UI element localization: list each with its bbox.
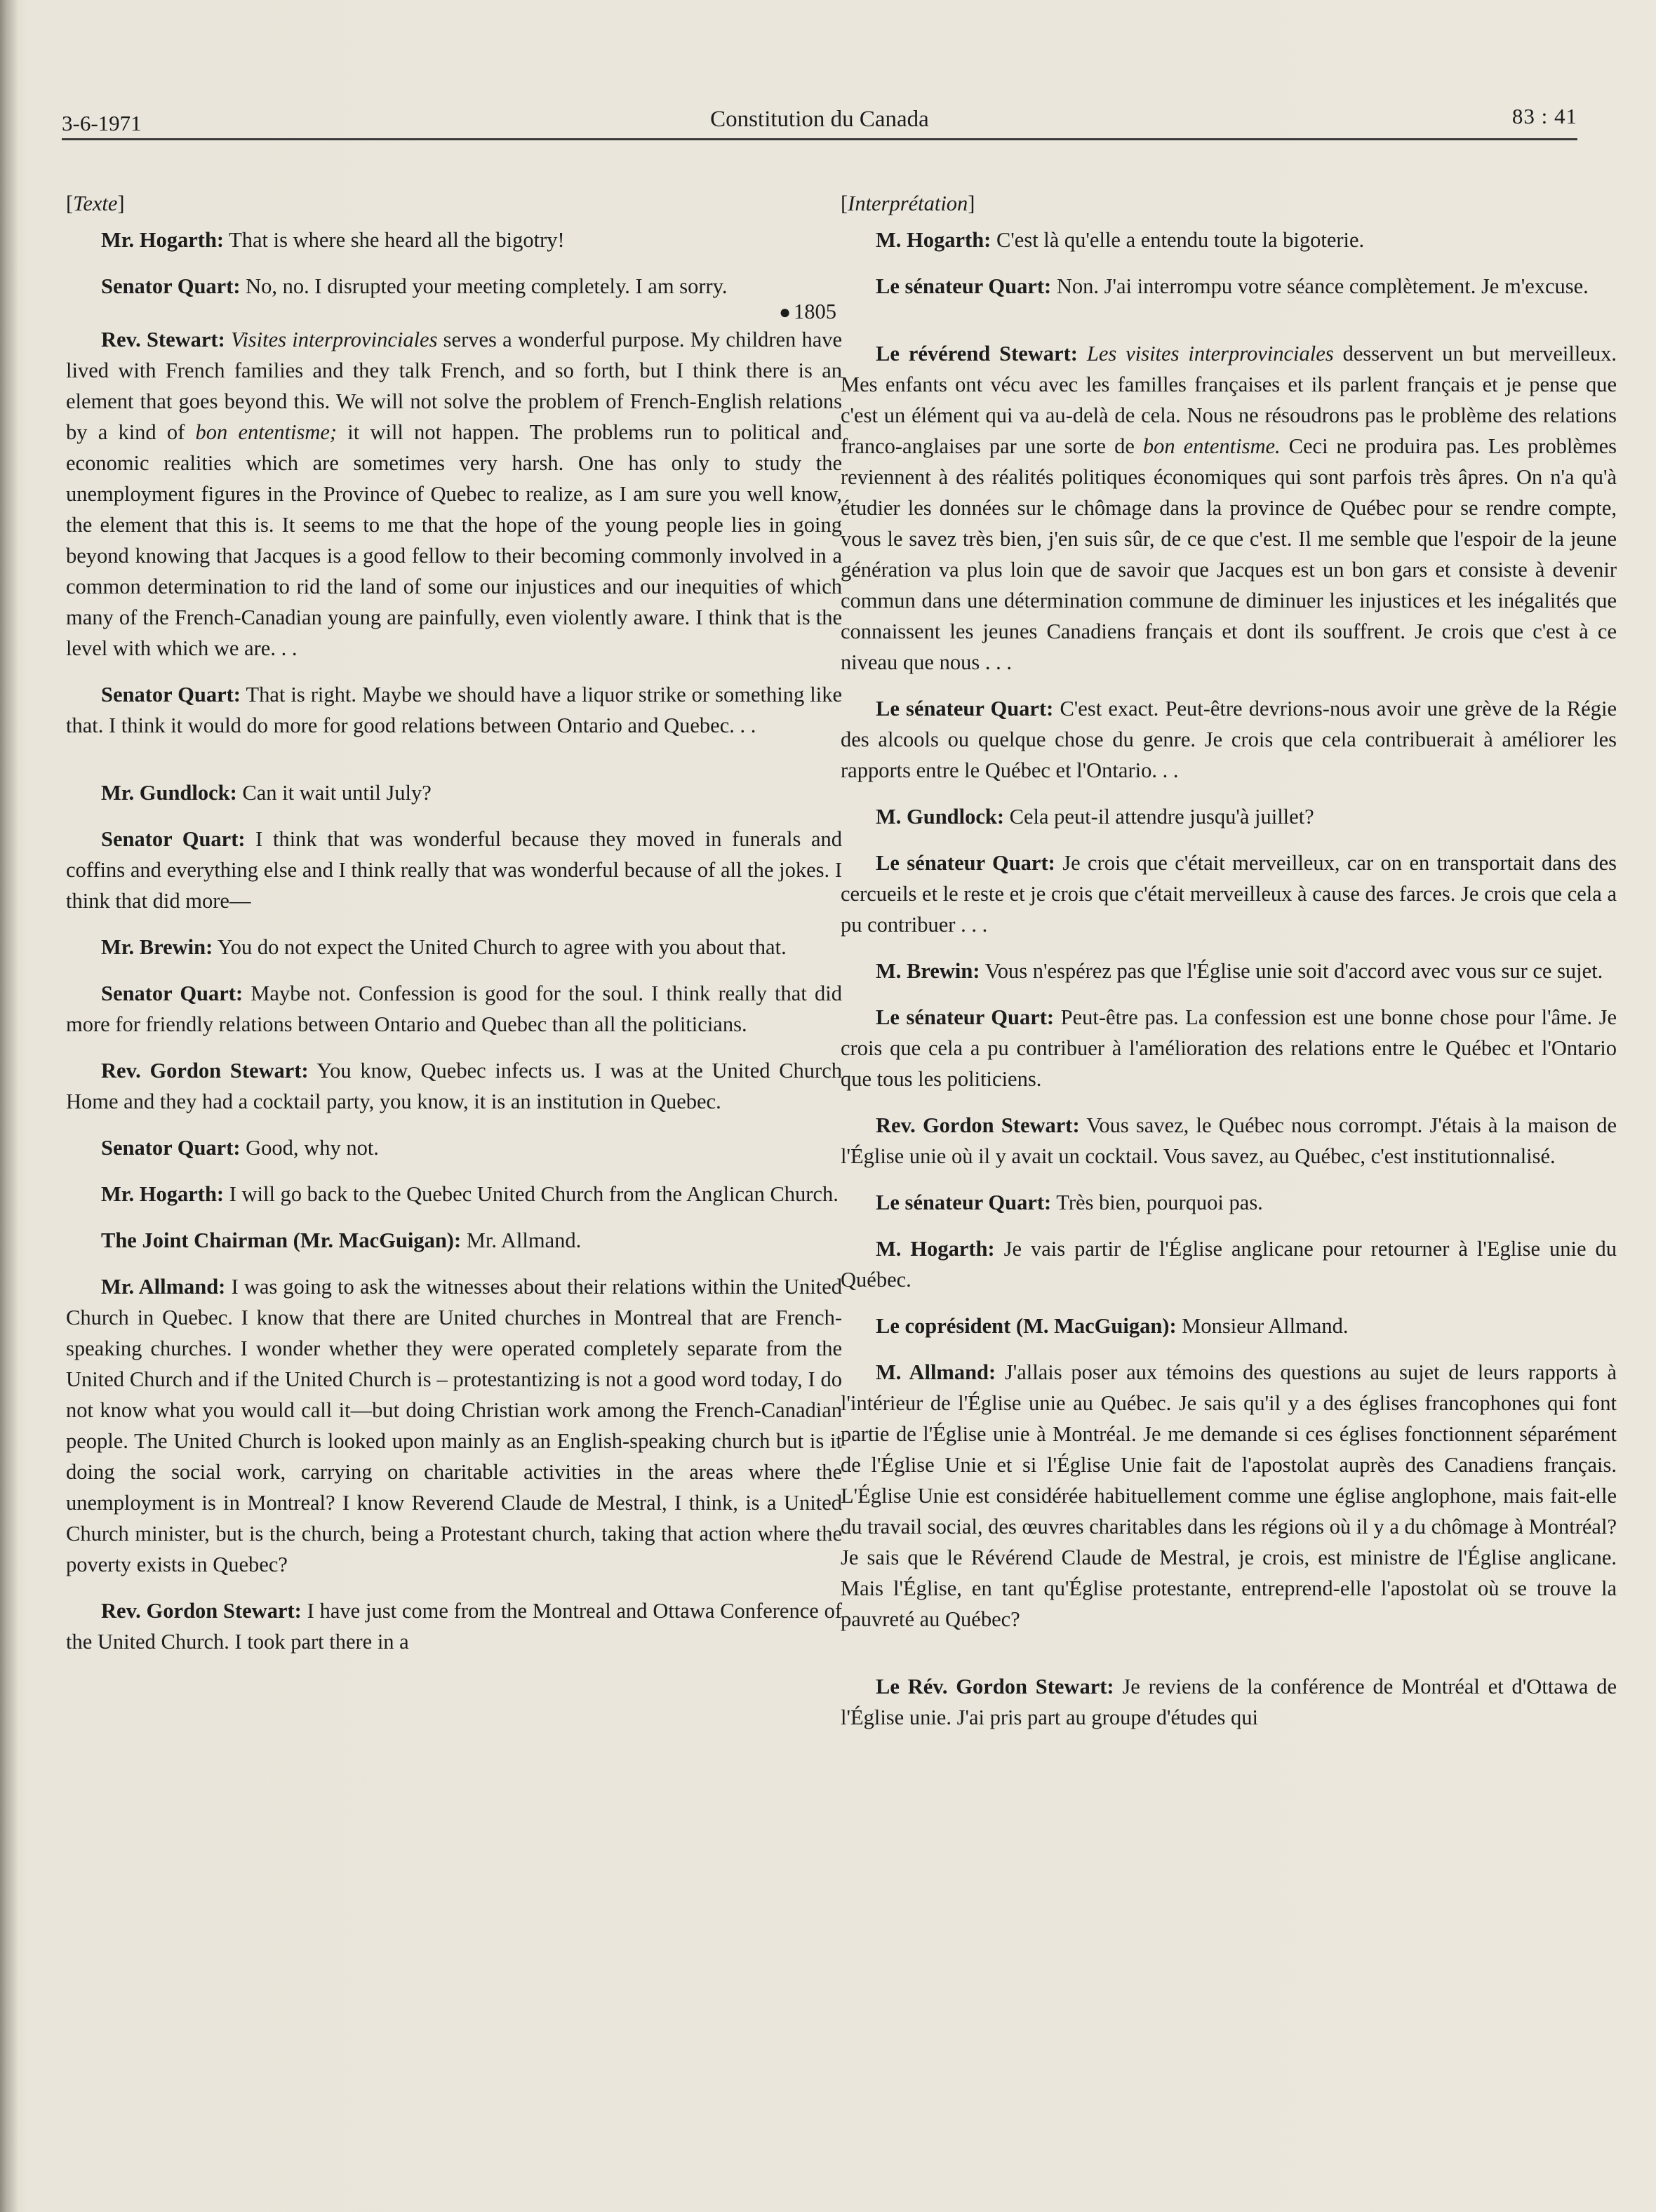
- speech: You know, Quebec infects us. I was at the United Church Home and they had a cocktail party, you know, it is an institution in Quebec.: [66, 1059, 842, 1113]
- header-title: Constitution du Canada: [710, 107, 929, 132]
- speaker: M. Gundlock:: [876, 805, 1005, 829]
- speaker: Rev. Gordon Stewart:: [101, 1599, 302, 1623]
- speech: Vous n'espérez pas que l'Église unie soit d'accord avec vous sur ce sujet.: [980, 959, 1603, 983]
- paragraph: [66, 271, 842, 302]
- speaker: M. Hogarth:: [876, 1237, 995, 1261]
- paragraph: [66, 978, 842, 1040]
- time-marker: ● 1805: [779, 300, 836, 323]
- column-tag: [Texte]: [66, 192, 125, 215]
- speech: You do not expect the United Church to agree with you about that.: [213, 935, 787, 959]
- speaker: Le Rév. Gordon Stewart:: [876, 1675, 1114, 1698]
- paragraph: Le révérend Stewart: Les visites interprovinciales desservent un but merveilleux. Mes enfants ont vécu avec les familles françaises et ils parlent français et je pense que c'est un élément qui va au-delà de cela. Nous ne résoudrons pas le problème des relations franco-anglaises par une sorte de bon ententisme. Ceci ne produira pas. Les problèmes reviennent à des réalités politiques économiques qui sont parfois très âpres. On n'a qu'à étudier les données sur le chômage dans la province de Québec pour se rendre compte, vous le savez très bien, j'en suis sûr, de ce que c'est. Il me semble que l'espoir de la jeune génération va plus loin que de savoir que Jacques est un bon gars et consiste à devenir commun dans une détermination commune de diminuer les injustices et les inégalités que connaissent les jeunes Canadiens français et dont ils souffrent. Je crois que c'est à ce niveau que nous . . .: [841, 342, 1617, 674]
- speech: C'est exact. Peut-être devrions-nous avoir une grève de la Régie des alcools ou quelque chose du genre. Je crois que cela contribuerait à améliorer les rapports entre le Québec et l'Ontario. . .: [841, 697, 1617, 782]
- speaker: M. Allmand:: [876, 1360, 996, 1384]
- speaker: M. Brewin:: [876, 959, 980, 983]
- header-rule: [62, 138, 1577, 140]
- paragraph: Rev. Stewart: Visites interprovinciales serves a wonderful purpose. My children have lived with French families and they talk French, and so forth, but I think there is an element that goes beyond this. We will not solve the problem of French-English relations by a kind of bon ententisme; it will not happen. The problems run to political and economic realities which are sometimes very harsh. One has only to study the unemployment figures in the Province of Quebec to realize, as I am sure you well know, the element that this is. It seems to me that the hope of the young people lies in going beyond knowing that Jacques is a good fellow to their becoming commonly involved in a common determination to rid the land of some our injustices and our inequities of which many of the French-Canadian young are painfully, even violently aware. I think that is the level with which we are. . .: [66, 328, 843, 660]
- speaker: M. Hogarth:: [876, 228, 991, 252]
- speaker: Mr. Brewin:: [101, 935, 213, 959]
- speech: J'allais poser aux témoins des questions au sujet de leurs rapports à l'intérieur de l'Église unie au Québec. Je sais qu'il y a des églises francophones qui font partie de l'Église unie à Montréal. Je me demande si ces églises fonctionnent séparément de l'Église Unie et si l'Église Unie fait de l'apostolat auprès des Canadiens français. L'Église Unie est considérée habituellement comme une église anglophone, mais fait-elle du travail social, des œuvres charitables dans les régions où il y a du chômage à Montréal? Je sais que le Révérend Claude de Mestral, je crois, est ministre de l'Église anglicane. Mais l'Église, en tant qu'Église protestante, entreprend-elle l'apostolat où se trouve la pauvreté au Québec?: [841, 1360, 1617, 1631]
- paragraph: [841, 1187, 1617, 1218]
- paragraph: [66, 1595, 842, 1657]
- speech: I will go back to the Quebec United Church from the Anglican Church.: [224, 1182, 839, 1206]
- paragraph: [841, 1233, 1617, 1295]
- speaker: The Joint Chairman (Mr. MacGuigan):: [101, 1228, 462, 1252]
- paragraph: [841, 1357, 1617, 1635]
- speaker: Senator Quart:: [101, 981, 243, 1005]
- paragraph: [66, 824, 842, 916]
- speech: Très bien, pourquoi pas.: [1051, 1191, 1263, 1214]
- paragraph: [66, 1225, 842, 1256]
- paragraph: [841, 224, 1617, 255]
- speaker: Mr. Hogarth:: [101, 228, 225, 252]
- speaker: Le sénateur Quart:: [876, 1005, 1055, 1029]
- speaker: Senator Quart:: [101, 1136, 241, 1160]
- speaker: Le sénateur Quart:: [876, 697, 1054, 720]
- speaker: Mr. Hogarth:: [101, 1182, 225, 1206]
- paragraph: [66, 1132, 842, 1163]
- speaker: Senator Quart:: [101, 274, 241, 298]
- speech: Non. J'ai interrompu votre séance complètement. Je m'excuse.: [1051, 274, 1589, 298]
- binding-shadow: [0, 0, 18, 2212]
- speech: I have just come from the Montreal and Ottawa Conference of the United Church. I took part there in a: [66, 1599, 842, 1654]
- paragraph: [841, 271, 1617, 302]
- paragraph: [841, 1002, 1617, 1094]
- speech: Vous savez, le Québec nous corrompt. J'étais à la maison de l'Église unie où il y avait un cocktail. Vous savez, au Québec, c'est institutionnalisé.: [841, 1113, 1617, 1168]
- speaker: Senator Quart:: [101, 683, 241, 706]
- speech: C'est là qu'elle a entendu toute la bigoterie.: [991, 228, 1365, 252]
- speech: Mr. Allmand.: [461, 1228, 582, 1252]
- speech: That is right. Maybe we should have a liquor strike or something like that. I think it would do more for good relations between Ontario and Quebec. . .: [66, 683, 842, 737]
- speaker: Le coprésident (M. MacGuigan):: [876, 1314, 1177, 1338]
- paragraph: [66, 224, 842, 255]
- paragraph: [841, 1311, 1617, 1341]
- paragraph: [841, 801, 1617, 832]
- paragraph: [66, 932, 842, 963]
- page-header: [62, 104, 1577, 140]
- speaker: Rev. Gordon Stewart:: [101, 1059, 309, 1082]
- paragraph: [841, 693, 1617, 786]
- paragraph: [841, 847, 1617, 940]
- paragraph: [841, 956, 1617, 986]
- speech: I think that was wonderful because they moved in funerals and coffins and everything else and I think really that was wonderful because of all the jokes. I think that did more—: [66, 827, 842, 913]
- english-column: [66, 188, 842, 1673]
- speech: Cela peut-il attendre jusqu'à juillet?: [1004, 805, 1314, 829]
- speaker: Le sénateur Quart:: [876, 1191, 1052, 1214]
- paragraph: [841, 1671, 1617, 1733]
- speaker: Le sénateur Quart:: [876, 851, 1055, 875]
- speech: Peut-être pas. La confession est une bonne chose pour l'âme. Je crois que cela a pu contribuer à l'amélioration des relations entre le Québec et l'Ontario que tous les politiciens.: [841, 1005, 1617, 1091]
- speech: Je reviens de la conférence de Montréal et d'Ottawa de l'Église unie. J'ai pris part au groupe d'études qui: [841, 1675, 1617, 1729]
- header-date: 3-6-1971: [62, 111, 142, 135]
- speech: Maybe not. Confession is good for the soul. I think really that did more for friendly relations between Ontario and Quebec than all the politicians.: [66, 981, 842, 1036]
- bullet-icon: ●: [779, 302, 791, 323]
- paragraph: [66, 777, 842, 808]
- speech: Je vais partir de l'Église anglicane pour retourner à l'Eglise unie du Québec.: [841, 1237, 1617, 1292]
- header-page-number: 83 : 41: [1511, 104, 1577, 128]
- speaker: Le sénateur Quart:: [876, 274, 1052, 298]
- column-tag: [Interprétation]: [841, 192, 975, 215]
- speaker: Senator Quart:: [101, 827, 246, 851]
- speech: I was going to ask the witnesses about their relations within the United Church in Quebec. I know that there are United churches in Montreal that are French-speaking churches. I wonder whether they were operated completely separate from the United Church and if the United Church is – protestantizing is not a good word today, I do not know what you would call it—but doing Christian work among the French-Canadian people. The United Church is looked upon mainly as an English-speaking church but is it doing the social work, carrying on charitable activities in the areas where the unemployment is in Montreal? I know Reverend Claude de Mestral, I think, is a United Church minister, but is the church, being a Protestant church, taking that action where the poverty exists in Quebec?: [66, 1275, 842, 1576]
- paragraph: [66, 1271, 842, 1580]
- french-column: [841, 188, 1617, 1748]
- speech: No, no. I disrupted your meeting completely. I am sorry.: [240, 274, 728, 298]
- speaker: Le révérend Stewart:: [876, 342, 1078, 366]
- paragraph: [66, 1179, 842, 1209]
- paragraph: [841, 1110, 1617, 1172]
- speaker: Rev. Stewart:: [101, 328, 225, 351]
- speaker: Mr. Gundlock:: [101, 781, 237, 805]
- speaker: Rev. Gordon Stewart:: [876, 1113, 1080, 1137]
- paragraph: [66, 679, 842, 741]
- speech: That is where she heard all the bigotry!: [224, 228, 565, 252]
- speech: Can it wait until July?: [236, 781, 432, 805]
- speech: Good, why not.: [240, 1136, 379, 1160]
- speech: Monsieur Allmand.: [1176, 1314, 1349, 1338]
- paragraph: [66, 1055, 842, 1117]
- speech: Je crois que c'était merveilleux, car on en transportait dans des cercueils et le reste et je crois que c'était merveilleux à cause des farces. Je crois que cela a pu contribuer . . .: [841, 851, 1617, 937]
- speaker: Mr. Allmand:: [101, 1275, 226, 1299]
